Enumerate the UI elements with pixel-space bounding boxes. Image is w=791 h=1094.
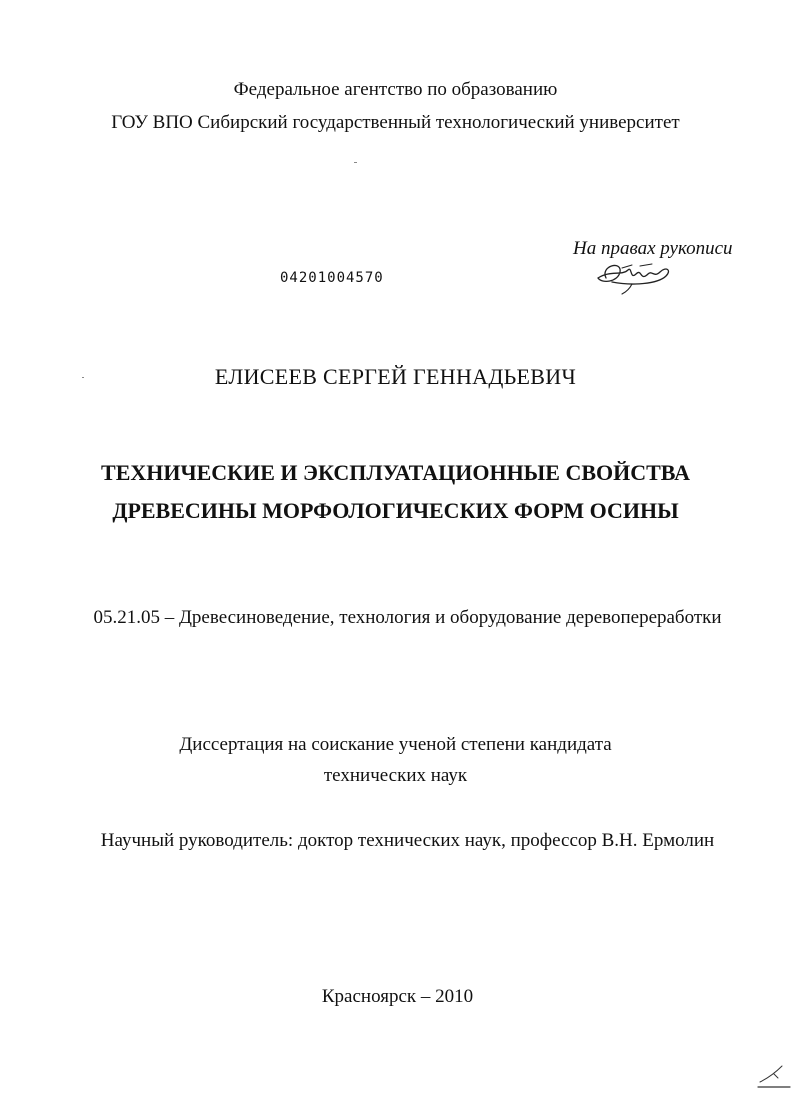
scan-speck bbox=[354, 162, 357, 163]
university-name: ГОУ ВПО Сибирский государственный технологический университет bbox=[111, 112, 680, 133]
supervisor: Научный руководитель: доктор технических наук, профессор В.Н. Ермолин bbox=[100, 830, 715, 851]
inventory-number: 04201004570 bbox=[280, 270, 384, 286]
signature bbox=[592, 256, 682, 296]
author-name: ЕЛИСЕЕВ СЕРГЕЙ ГЕННАДЬЕВИЧ bbox=[214, 364, 577, 389]
title-line-1: ТЕХНИЧЕСКИЕ И ЭКСПЛУАТАЦИОННЫЕ СВОЙСТВА bbox=[101, 460, 690, 485]
manuscript-label: На правах рукописи bbox=[573, 238, 733, 259]
city-year: Красноярск – 2010 bbox=[321, 986, 474, 1007]
title-line-2: ДРЕВЕСИНЫ МОРФОЛОГИЧЕСКИХ ФОРМ ОСИНЫ bbox=[112, 498, 679, 523]
dissertation-line-2: технических наук bbox=[323, 765, 468, 786]
dissertation-line-1: Диссертация на соискание ученой степени кандидата bbox=[179, 734, 612, 755]
specialty: 05.21.05 – Древесиноведение, технология и оборудование деревопереработки bbox=[93, 607, 722, 628]
agency-name: Федеральное агентство по образованию bbox=[233, 79, 558, 100]
corner-pen-mark bbox=[752, 1060, 791, 1090]
